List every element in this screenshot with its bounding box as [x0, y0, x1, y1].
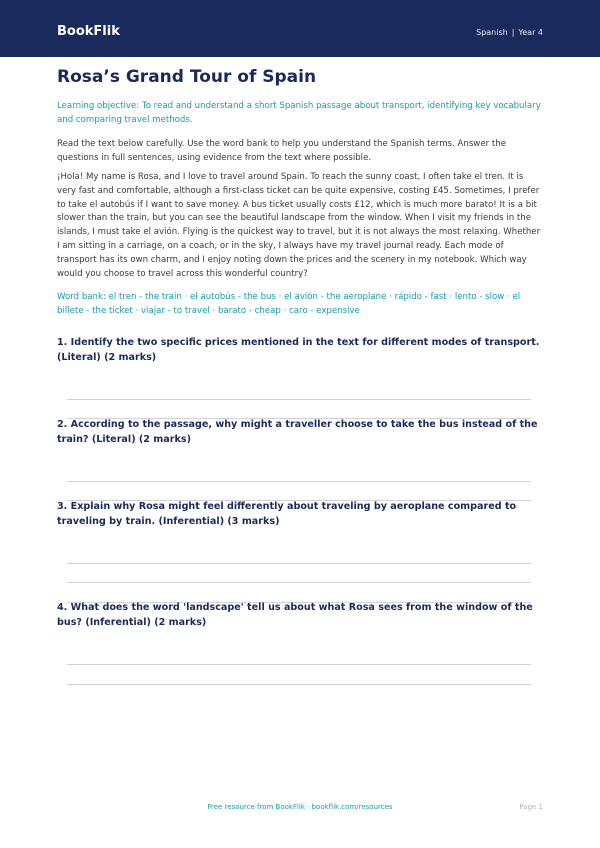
answer-line[interactable]: [67, 582, 531, 583]
question-3: 3. Explain why Rosa might feel differently about traveling by aeroplane compared to traveling by train. (Inferential) (3 marks): [57, 501, 517, 527]
question-1: 1. Identify the two specific prices mentioned in the text for different modes of transport. (Literal) (2 marks): [57, 337, 540, 363]
word-bank: Word bank: el tren - the train · el autobús - the bus · el avión - the aeroplane · rápido - fast · lento - slow · el billete - the ticket · viajar - to travel · barato - cheap · caro - expensive: [57, 292, 521, 316]
question-2: 2. According to the passage, why might a traveller choose to take the bus instead of the train? (Literal) (2 marks): [57, 419, 538, 445]
header-meta: [476, 28, 543, 38]
answer-line[interactable]: [67, 481, 531, 482]
page-title: Rosa’s Grand Tour of Spain: [57, 67, 317, 87]
reading-passage: ¡Hola! My name is Rosa, and I love to travel around Spain. To reach the sunny coast, I often take el tren. It is very fast and comfortable, although a first-class ticket can be quite expensive, costing £45. Sometimes, I prefer to take el autobús if I want to save money. A bus ticket usually costs £12, which is much more barato! It is a bit slower than the train, but you can see the beautiful landscape from the window. When I visit my friends in the islands, I must take el avión. Flying is the quickest way to travel, but it is not always the most relaxing. Whether I am sitting in a carriage, on a coach, or in the sky, I always have my travel journal ready. Each mode of transport has its own charm, and I enjoy noting down the prices and the scenery in my notebook. Which way would you choose to travel across this wonderful country?: [57, 172, 541, 279]
header-separator: |: [511, 28, 515, 37]
year-label: Year 4: [518, 28, 543, 37]
question-4: 4. What does the word 'landscape' tell us about what Rosa sees from the window of the bus? (Inferential) (2 marks): [57, 602, 533, 628]
learning-objective: Learning objective: To read and understand a short Spanish passage about transport, identifying key vocabulary and comparing travel methods.: [57, 101, 541, 125]
instructions: Read the text below carefully. Use the word bank to help you understand the Spanish terms. Answer the questions in full sentences, using evidence from the text where possible.: [57, 139, 506, 163]
page-number: Page 1: [519, 803, 543, 811]
footer-link[interactable]: Free resource from BookFlik · bookflik.com/resources: [207, 803, 393, 811]
answer-line[interactable]: [67, 563, 531, 564]
brand-logo: BookFlik: [57, 24, 120, 39]
answer-line[interactable]: [67, 664, 531, 665]
subject-label: Spanish: [476, 28, 508, 37]
answer-line[interactable]: [67, 684, 531, 685]
page-header: [0, 0, 600, 57]
answer-line[interactable]: [67, 399, 531, 400]
